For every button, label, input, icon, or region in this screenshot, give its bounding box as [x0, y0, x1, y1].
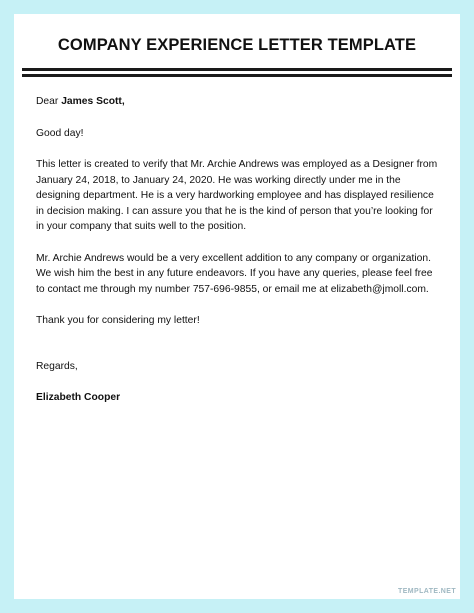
watermark-logo: TEMPLATE.NET — [398, 588, 456, 595]
recipient-name: James Scott, — [61, 96, 125, 107]
closing-thanks: Thank you for considering my letter! — [36, 315, 200, 326]
salutation — [36, 94, 441, 110]
spacer — [36, 345, 441, 359]
salutation-prefix: Dear — [36, 96, 62, 107]
letter-page — [14, 14, 460, 599]
paragraph-verification: This letter is created to verify that Mr. Archie Andrews was employed as a Designer from January 24, 2018, to January 24, 2020. He was working directly under me in the designing department. He is a very hardworking employee and has displayed resilience in decision making. I can assure you that he is the kind of person that you’re looking for in your company that suits well to the position. — [36, 159, 438, 232]
paragraph-recommendation: Mr. Archie Andrews would be a very excellent addition to any company or organization. We wish him the best in any future endeavors. If you have any queries, please feel free to contact me through my number 757-696-9855, or email me at elizabeth@jmoll.com. — [36, 252, 433, 295]
title-divider-bottom — [22, 74, 452, 77]
signer-name: Elizabeth Cooper — [36, 392, 121, 403]
document-title: COMPANY EXPERIENCE LETTER TEMPLATE — [57, 36, 417, 54]
sign-off: Regards, — [36, 360, 78, 372]
greeting: Good day! — [36, 127, 84, 139]
title-divider-top — [22, 68, 452, 71]
letter-body — [36, 94, 441, 422]
